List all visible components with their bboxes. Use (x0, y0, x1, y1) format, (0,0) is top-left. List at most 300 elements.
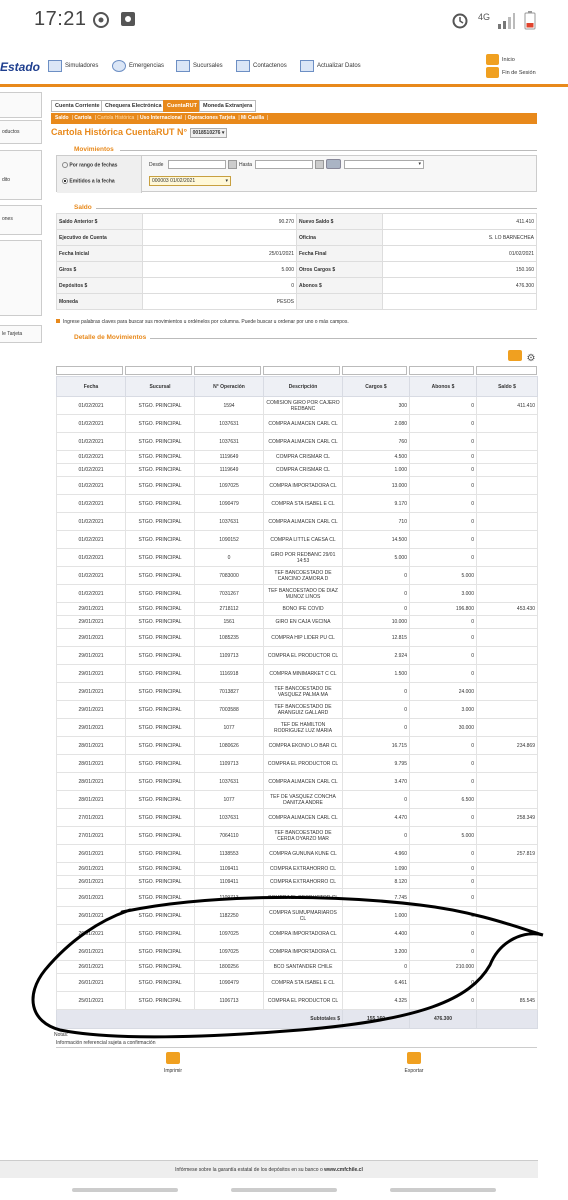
cell-operacion: 1097025 (195, 925, 264, 943)
cell-descripcion: TEF BANCOESTADO DE CERDA OYARZO MAR (264, 827, 343, 845)
cell-abonos: 6.500 (410, 791, 477, 809)
cell-saldo (477, 647, 538, 665)
cell-abonos: 0 (410, 925, 477, 943)
cell-cargos: 7.745 (343, 889, 410, 907)
cell-cargos: 1.000 (343, 464, 410, 477)
cell-fecha: 26/01/2021 (57, 974, 126, 992)
cell-descripcion: COMISION GIRO POR CAJERO REDBANC (264, 397, 343, 415)
sidebar-item-tarjeta[interactable]: le Tarjeta (0, 325, 42, 343)
cell-descripcion: COMPRA CRISMAR CL (264, 464, 343, 477)
cell-descripcion: COMPRA STA ISABEL E CL (264, 495, 343, 513)
filter-cargos[interactable] (342, 366, 407, 375)
cell-sucursal: STGO. PRINCIPAL (126, 616, 195, 629)
cell-sucursal: STGO. PRINCIPAL (126, 773, 195, 791)
cell-fecha: 25/01/2021 (57, 992, 126, 1010)
cell-fecha: 01/02/2021 (57, 451, 126, 464)
saldo-value: 25/01/2021 (143, 246, 297, 262)
cell-cargos: 10.000 (343, 616, 410, 629)
cell-cargos: 3.470 (343, 773, 410, 791)
cell-operacion: 1109713 (195, 647, 264, 665)
cell-cargos: 1.000 (343, 907, 410, 925)
home-icon (486, 54, 499, 65)
top-nav (0, 52, 568, 82)
cell-cargos: 8.120 (343, 876, 410, 889)
tab-moneda-extranjera[interactable]: Moneda Extranjera (199, 100, 256, 112)
cell-sucursal: STGO. PRINCIPAL (126, 755, 195, 773)
cell-sucursal: STGO. PRINCIPAL (126, 495, 195, 513)
cell-saldo: 85.545 (477, 992, 538, 1010)
cell-descripcion: COMPRA EL PRODUCTOR CL (264, 992, 343, 1010)
cell-operacion: 1116918 (195, 665, 264, 683)
cell-cargos: 12.815 (343, 629, 410, 647)
table-row (57, 755, 538, 773)
inicio-button[interactable]: Inicio (486, 54, 515, 65)
cell-saldo: 453.430 (477, 603, 538, 616)
cell-saldo (477, 477, 538, 495)
cell-descripcion: TEF BANCOESTADO DE DIAZ MUNOZ LINOS (264, 585, 343, 603)
cell-descripcion: COMPRA IMPORTADORA CL (264, 925, 343, 943)
filter-descripcion[interactable] (263, 366, 340, 375)
cell-fecha: 29/01/2021 (57, 616, 126, 629)
filter-saldo[interactable] (476, 366, 537, 375)
subtotal-cargos: 155.160 (343, 1010, 410, 1029)
subtab-operaciones-tarjeta[interactable]: Operaciones Tarjeta (187, 115, 236, 121)
cell-fecha: 01/02/2021 (57, 495, 126, 513)
cell-cargos: 0 (343, 567, 410, 585)
cell-cargos: 0 (343, 701, 410, 719)
cell-cargos: 16.715 (343, 737, 410, 755)
subtab-mi-casilla[interactable]: Mi Casilla (241, 115, 265, 121)
cell-operacion: 1800256 (195, 961, 264, 974)
cell-operacion: 1097025 (195, 943, 264, 961)
print-button[interactable]: Imprimir (153, 1052, 193, 1074)
filter-operacion[interactable] (194, 366, 261, 375)
brand-logo[interactable]: Estado (0, 60, 41, 74)
cell-operacion: 1119649 (195, 451, 264, 464)
cell-operacion: 7031267 (195, 585, 264, 603)
cell-descripcion: COMPRA LITTLE CAESA CL (264, 531, 343, 549)
cell-operacion: 1090152 (195, 531, 264, 549)
cell-saldo (477, 719, 538, 737)
cell-fecha: 01/02/2021 (57, 567, 126, 585)
cell-fecha: 01/02/2021 (57, 513, 126, 531)
cell-fecha: 26/01/2021 (57, 889, 126, 907)
cell-sucursal: STGO. PRINCIPAL (126, 513, 195, 531)
cell-saldo (477, 791, 538, 809)
cell-cargos: 14.500 (343, 531, 410, 549)
saldo-value: 150.160 (383, 262, 537, 278)
table-row (57, 665, 538, 683)
divider (96, 208, 537, 209)
cell-abonos: 0 (410, 755, 477, 773)
cell-operacion: 1080626 (195, 737, 264, 755)
cell-cargos: 4.960 (343, 845, 410, 863)
cell-cargos: 4.400 (343, 925, 410, 943)
cell-cargos: 4.325 (343, 992, 410, 1010)
cell-operacion: 1109713 (195, 889, 264, 907)
cell-sucursal: STGO. PRINCIPAL (126, 701, 195, 719)
cell-fecha: 29/01/2021 (57, 647, 126, 665)
period-select[interactable]: ▾ (344, 160, 424, 169)
cell-descripcion: COMPRA CRISMAR CL (264, 451, 343, 464)
cell-descripcion: COMPRA ALMACEN CARL CL (264, 415, 343, 433)
cell-operacion: 1090479 (195, 495, 264, 513)
system-nav-back[interactable] (390, 1188, 496, 1192)
cell-fecha: 01/02/2021 (57, 433, 126, 451)
cell-abonos: 0 (410, 433, 477, 451)
cell-sucursal: STGO. PRINCIPAL (126, 531, 195, 549)
table-row (57, 925, 538, 943)
table-row (57, 415, 538, 433)
cell-descripcion: GIRO EN CAJA VECINA (264, 616, 343, 629)
cell-abonos: 0 (410, 907, 477, 925)
cell-sucursal: STGO. PRINCIPAL (126, 809, 195, 827)
cell-sucursal: STGO. PRINCIPAL (126, 925, 195, 943)
cell-sucursal: STGO. PRINCIPAL (126, 629, 195, 647)
settings-icon[interactable]: ⚙ (526, 353, 536, 364)
cell-operacion: 1109411 (195, 876, 264, 889)
cell-abonos: 0 (410, 876, 477, 889)
cell-sucursal: STGO. PRINCIPAL (126, 477, 195, 495)
cell-sucursal: STGO. PRINCIPAL (126, 943, 195, 961)
cell-operacion: 0 (195, 549, 264, 567)
col-sucursal[interactable]: Sucursal (126, 377, 195, 397)
status-bar (0, 0, 568, 42)
col-operacion[interactable]: N° Operación (195, 377, 264, 397)
radio-emitidas[interactable]: Emitidos a la fecha (62, 178, 115, 184)
table-row (57, 603, 538, 616)
table-row (57, 495, 538, 513)
cell-descripcion: TEF BANCOESTADO DE ARANGUIZ GALLARD (264, 701, 343, 719)
cell-descripcion: COMPRA IMPORTADORA CL (264, 477, 343, 495)
radio-emitidas-icon (62, 178, 68, 184)
cell-descripcion: COMPRA EKONO LO BAR CL (264, 737, 343, 755)
search-icon[interactable] (508, 350, 522, 361)
nav-emergencias[interactable]: Emergencias (112, 60, 164, 72)
cell-abonos: 3.000 (410, 585, 477, 603)
calendar-icon[interactable] (228, 160, 237, 169)
cell-abonos: 5.000 (410, 827, 477, 845)
cell-sucursal: STGO. PRINCIPAL (126, 863, 195, 876)
cell-abonos: 0 (410, 397, 477, 415)
cell-abonos: 0 (410, 629, 477, 647)
cell-abonos: 3.000 (410, 701, 477, 719)
cell-cargos: 4.500 (343, 451, 410, 464)
cell-operacion: 1119649 (195, 464, 264, 477)
cell-operacion: 1077 (195, 719, 264, 737)
sidebar-item-productos[interactable]: oductos (0, 120, 42, 144)
cell-operacion: 1077 (195, 791, 264, 809)
saldo-value: 476.300 (383, 278, 537, 294)
cell-cargos: 300 (343, 397, 410, 415)
cell-abonos: 0 (410, 889, 477, 907)
cell-abonos: 0 (410, 477, 477, 495)
cell-sucursal: STGO. PRINCIPAL (126, 961, 195, 974)
cell-saldo (477, 974, 538, 992)
table-row (57, 513, 538, 531)
nav-contactenos[interactable]: Contactenos (236, 60, 287, 72)
logout-button[interactable]: Fin de Sesión (486, 67, 536, 78)
logout-icon (486, 67, 499, 78)
table-row (57, 549, 538, 567)
tab-cuentarut[interactable]: CuentaRUT (163, 100, 201, 112)
table-row (57, 451, 538, 464)
cell-saldo (477, 567, 538, 585)
cell-saldo (477, 755, 538, 773)
hasta-input[interactable] (255, 160, 313, 169)
status-clock: 17:21 (34, 8, 87, 30)
cell-saldo (477, 683, 538, 701)
cell-saldo (477, 876, 538, 889)
cell-saldo (477, 415, 538, 433)
cell-operacion: 1037631 (195, 415, 264, 433)
saldo-row (57, 230, 537, 246)
cell-saldo (477, 863, 538, 876)
saldo-row (57, 294, 537, 310)
cell-cargos: 760 (343, 433, 410, 451)
cell-sucursal: STGO. PRINCIPAL (126, 683, 195, 701)
subtotal-label: Subtotales $ (57, 1010, 343, 1029)
cell-saldo (477, 531, 538, 549)
table-row (57, 791, 538, 809)
col-descripcion[interactable]: Descripción (264, 377, 343, 397)
table-row (57, 397, 538, 415)
saldo-label: Fecha Final (297, 246, 383, 262)
cell-sucursal: STGO. PRINCIPAL (126, 433, 195, 451)
sidebar-panel-2 (0, 240, 42, 316)
header-divider (0, 84, 568, 87)
cell-cargos: 1.090 (343, 863, 410, 876)
table-row (57, 629, 538, 647)
table-row (57, 616, 538, 629)
cell-operacion: 7003588 (195, 701, 264, 719)
cell-saldo: 411.410 (477, 397, 538, 415)
search-instructions: Ingrese palabras claves para buscar sus movimientos u ordénelos por columna. Puede buscar u ordenar por uno o más campos. (56, 319, 349, 325)
cell-abonos: 196.800 (410, 603, 477, 616)
cell-sucursal: STGO. PRINCIPAL (126, 845, 195, 863)
saldo-label: Depósitos $ (57, 278, 143, 294)
radio-range[interactable]: Por rango de fechas (62, 162, 117, 168)
cell-abonos: 0 (410, 845, 477, 863)
cell-operacion: 1037631 (195, 513, 264, 531)
cell-abonos: 0 (410, 809, 477, 827)
cell-descripcion: COMPRA SUMUPMARIAROS CL (264, 907, 343, 925)
table-row (57, 531, 538, 549)
sidebar-item-credito[interactable]: dito (0, 150, 42, 200)
export-button[interactable]: Exportar (394, 1052, 434, 1074)
cell-sucursal: STGO. PRINCIPAL (126, 665, 195, 683)
cell-descripcion: COMPRA IMPORTADORA CL (264, 943, 343, 961)
signal-icon (496, 12, 516, 30)
cell-descripcion: COMPRA ALMACEN CARL CL (264, 773, 343, 791)
nav-simuladores[interactable]: Simuladores (48, 60, 98, 72)
account-select[interactable]: 0018510276 ▾ (190, 128, 228, 138)
movimientos-filter-box: Por rango de fechas Emitidos a la fecha Desde Hasta ▾ 000003 01/02/2021 ▾ (56, 155, 537, 192)
table-row (57, 863, 538, 876)
calendar-icon[interactable] (315, 160, 324, 169)
table-row (57, 701, 538, 719)
cell-operacion: 2718112 (195, 603, 264, 616)
cell-fecha: 01/02/2021 (57, 415, 126, 433)
cell-operacion: 1097025 (195, 477, 264, 495)
table-row (57, 773, 538, 791)
table-row (57, 464, 538, 477)
update-icon (300, 60, 314, 72)
cell-fecha: 28/01/2021 (57, 737, 126, 755)
network-type: 4G (478, 12, 491, 22)
cell-descripcion: COMPRA MINIMARKET C CL (264, 665, 343, 683)
cell-descripcion: TEF DE VASQUEZ CONCHA DANITZA ANDRE (264, 791, 343, 809)
table-row (57, 433, 538, 451)
emitidas-select[interactable]: 000003 01/02/2021 ▾ (149, 176, 231, 186)
filter-abonos[interactable] (409, 366, 474, 375)
filter-sucursal[interactable] (125, 366, 192, 375)
cell-operacion: 1106713 (195, 992, 264, 1010)
cell-fecha: 28/01/2021 (57, 755, 126, 773)
cell-descripcion: COMPRA HIP LIDER PU CL (264, 629, 343, 647)
cell-fecha: 26/01/2021 (57, 863, 126, 876)
cell-fecha: 29/01/2021 (57, 665, 126, 683)
printer-icon (166, 1052, 180, 1064)
cell-cargos: 0 (343, 585, 410, 603)
cell-saldo: 258.349 (477, 809, 538, 827)
cell-saldo (477, 961, 538, 974)
cell-saldo (477, 464, 538, 477)
nav-sucursales[interactable]: Sucursales (176, 60, 223, 72)
saldo-row (57, 246, 537, 262)
cell-saldo (477, 616, 538, 629)
col-saldo[interactable]: Saldo $ (477, 377, 538, 397)
cell-saldo (477, 889, 538, 907)
cell-sucursal: STGO. PRINCIPAL (126, 827, 195, 845)
cell-descripcion: COMPRA EL PRODUCTOR CL (264, 889, 343, 907)
cell-cargos: 5.000 (343, 549, 410, 567)
cell-sucursal: STGO. PRINCIPAL (126, 397, 195, 415)
cell-descripcion: COMPRA EL PRODUCTOR CL (264, 755, 343, 773)
cell-fecha: 01/02/2021 (57, 585, 126, 603)
cell-descripcion: COMPRA ALMACEN CARL CL (264, 433, 343, 451)
cell-saldo (477, 513, 538, 531)
saldo-value: 90.270 (143, 214, 297, 230)
cell-operacion: 7064110 (195, 827, 264, 845)
cell-cargos: 0 (343, 791, 410, 809)
cell-cargos: 9.170 (343, 495, 410, 513)
cell-saldo (477, 451, 538, 464)
col-abonos[interactable]: Abonos $ (410, 377, 477, 397)
cell-fecha: 28/01/2021 (57, 791, 126, 809)
sidebar-panel-1 (0, 92, 42, 118)
system-nav-home[interactable] (231, 1188, 337, 1192)
col-fecha[interactable]: Fecha (57, 377, 126, 397)
cell-cargos: 3.200 (343, 943, 410, 961)
cell-abonos: 0 (410, 451, 477, 464)
nav-actualizar-datos[interactable]: Actualizar Datos (300, 60, 361, 72)
subtab-saldo[interactable]: Saldo (55, 115, 69, 121)
saldo-header: Saldo (74, 204, 92, 211)
cell-abonos: 0 (410, 773, 477, 791)
subtab-cartola-historica[interactable]: Cartola Histórica (97, 115, 135, 121)
table-row (57, 585, 538, 603)
cell-abonos: 0 (410, 464, 477, 477)
cell-saldo: 234.869 (477, 737, 538, 755)
cell-descripcion: COMPRA GUNUNA KUNE CL (264, 845, 343, 863)
cell-operacion: 1138553 (195, 845, 264, 863)
calculator-icon (48, 60, 62, 72)
cell-fecha: 01/02/2021 (57, 549, 126, 567)
page-title: Cartola Histórica CuentaRUT N° 0018510276 ▾ (51, 127, 227, 138)
cell-operacion: 7083000 (195, 567, 264, 585)
tab-cuenta-corriente[interactable]: Cuenta Corriente (51, 100, 104, 112)
saldo-label (297, 294, 383, 310)
cell-operacion: 1109411 (195, 863, 264, 876)
cell-descripcion: COMPRA STA ISABEL E CL (264, 974, 343, 992)
cell-saldo (477, 701, 538, 719)
cell-sucursal: STGO. PRINCIPAL (126, 992, 195, 1010)
cell-sucursal: STGO. PRINCIPAL (126, 889, 195, 907)
saldo-label: Fecha Inicial (57, 246, 143, 262)
cell-operacion: 1037631 (195, 809, 264, 827)
divider (150, 338, 537, 339)
subtotal-abonos: 476.300 (410, 1010, 477, 1029)
cell-fecha: 27/01/2021 (57, 809, 126, 827)
cell-saldo (477, 827, 538, 845)
cell-abonos: 24.000 (410, 683, 477, 701)
filter-fecha[interactable] (56, 366, 123, 375)
cell-cargos: 6.461 (343, 974, 410, 992)
movimientos-header: Movimientos (74, 146, 114, 153)
cell-abonos: 30.000 (410, 719, 477, 737)
cell-fecha: 26/01/2021 (57, 845, 126, 863)
cell-operacion: 1090479 (195, 974, 264, 992)
cell-sucursal: STGO. PRINCIPAL (126, 791, 195, 809)
cell-cargos: 2.080 (343, 415, 410, 433)
app-notification-icon (120, 11, 136, 27)
table-row (57, 567, 538, 585)
cell-operacion: 1561 (195, 616, 264, 629)
cell-sucursal: STGO. PRINCIPAL (126, 603, 195, 616)
notes-text: Información referencial sujeta a confirmación (56, 1040, 156, 1046)
cell-saldo: 257.819 (477, 845, 538, 863)
saldo-row (57, 214, 537, 230)
cmf-link[interactable]: www.cmfchile.cl (324, 1167, 363, 1173)
system-nav-recents[interactable] (72, 1188, 178, 1192)
cell-operacion: 7013827 (195, 683, 264, 701)
col-cargos[interactable]: Cargos $ (343, 377, 410, 397)
cell-descripcion: GIRO POR REDBANC 29/01 14:53 (264, 549, 343, 567)
cell-descripcion: COMPRA ALMACEN CARL CL (264, 513, 343, 531)
divider (120, 150, 537, 151)
cell-operacion: 1182250 (195, 907, 264, 925)
search-icon[interactable] (326, 159, 341, 169)
table-row (57, 827, 538, 845)
desde-input[interactable] (168, 160, 226, 169)
cell-cargos: 710 (343, 513, 410, 531)
tab-chequera-electronica[interactable]: Chequera Electrónica (101, 100, 166, 112)
cell-abonos: 0 (410, 513, 477, 531)
cell-sucursal: STGO. PRINCIPAL (126, 647, 195, 665)
cell-abonos: 0 (410, 616, 477, 629)
cell-descripcion: COMPRA EL PRODUCTOR CL (264, 647, 343, 665)
subtotal-row (57, 1010, 538, 1029)
subtab-uso-internacional[interactable]: Uso Internacional (139, 115, 182, 121)
subtab-cartola[interactable]: Cartola (74, 115, 92, 121)
cell-sucursal: STGO. PRINCIPAL (126, 719, 195, 737)
cell-operacion: 1109713 (195, 755, 264, 773)
sidebar-item-operaciones[interactable]: ones (0, 205, 42, 235)
cell-cargos: 13.000 (343, 477, 410, 495)
cell-descripcion: BONO IFE COVID (264, 603, 343, 616)
table-row (57, 961, 538, 974)
